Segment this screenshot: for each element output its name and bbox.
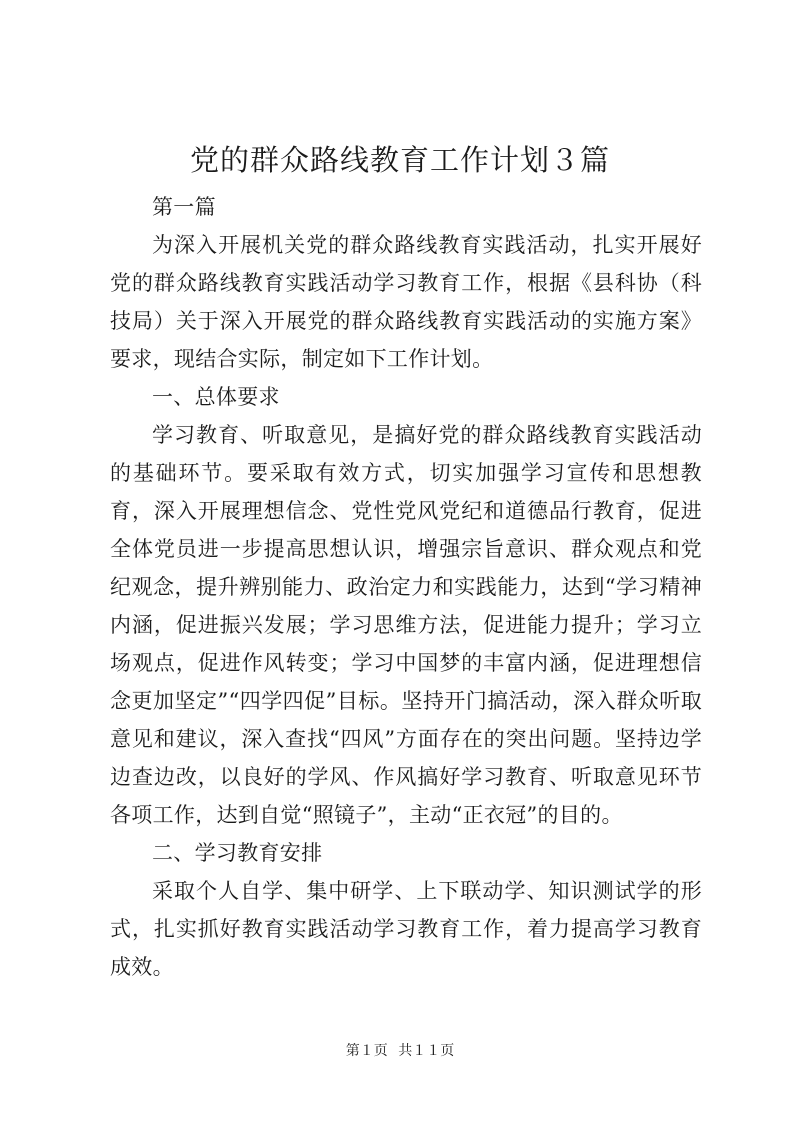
page-footer [0,1041,800,1061]
section-heading-first: 第一篇 [152,195,216,219]
intro-paragraph: 为深入开展机关党的群众路线教育实践活动，扎实开展好党的群众路线教育实践活动学习教育工作，根据《县科协（科技局）关于深入开展党的群众路线教育实践活动的实施方案》要求，现结合实际，制定如下工作计划。 [110,233,702,371]
section-heading-general-requirements: 一、总体要求 [152,385,280,409]
document-title: 党的群众路线教育工作计划３篇 [189,143,610,177]
general-requirements-paragraph: 学习教育、听取意见，是搞好党的群众路线教育实践活动的基础环节。要采取有效方式，切实加强学习宣传和思想教育，深入开展理想信念、党性党风党纪和道德品行教育，促进全体党员进一步提高思想认识，增强宗旨意识、群众观点和党纪观念，提升辨别能力、政治定力和实践能力，达到“学习精神内涵，促进振兴发展；学习思维方法，促进能力提升；学习立场观点，促进作风转变；学习中国梦的丰富内涵，促进理想信念更加坚定”“四学四促”目标。坚持开门搞活动，深入群众听取意见和建议，深入查找“四风”方面存在的突出问题。坚持边学边查边改，以良好的学风、作风搞好学习教育、听取意见环节各项工作，达到自觉“照镜子”，主动“正衣冠”的目的。 [110,423,702,827]
page-total: 共１１页 [398,1043,455,1059]
document-body [110,188,702,986]
study-arrangement-paragraph: 采取个人自学、集中研学、上下联动学、知识测试学的形式，扎实抓好教育实践活动学习教育工作，着力提高学习教育成效。 [110,879,702,979]
section-heading-study-arrangement: 二、学习教育安排 [152,841,323,865]
page-number: 第１页 [345,1043,388,1059]
